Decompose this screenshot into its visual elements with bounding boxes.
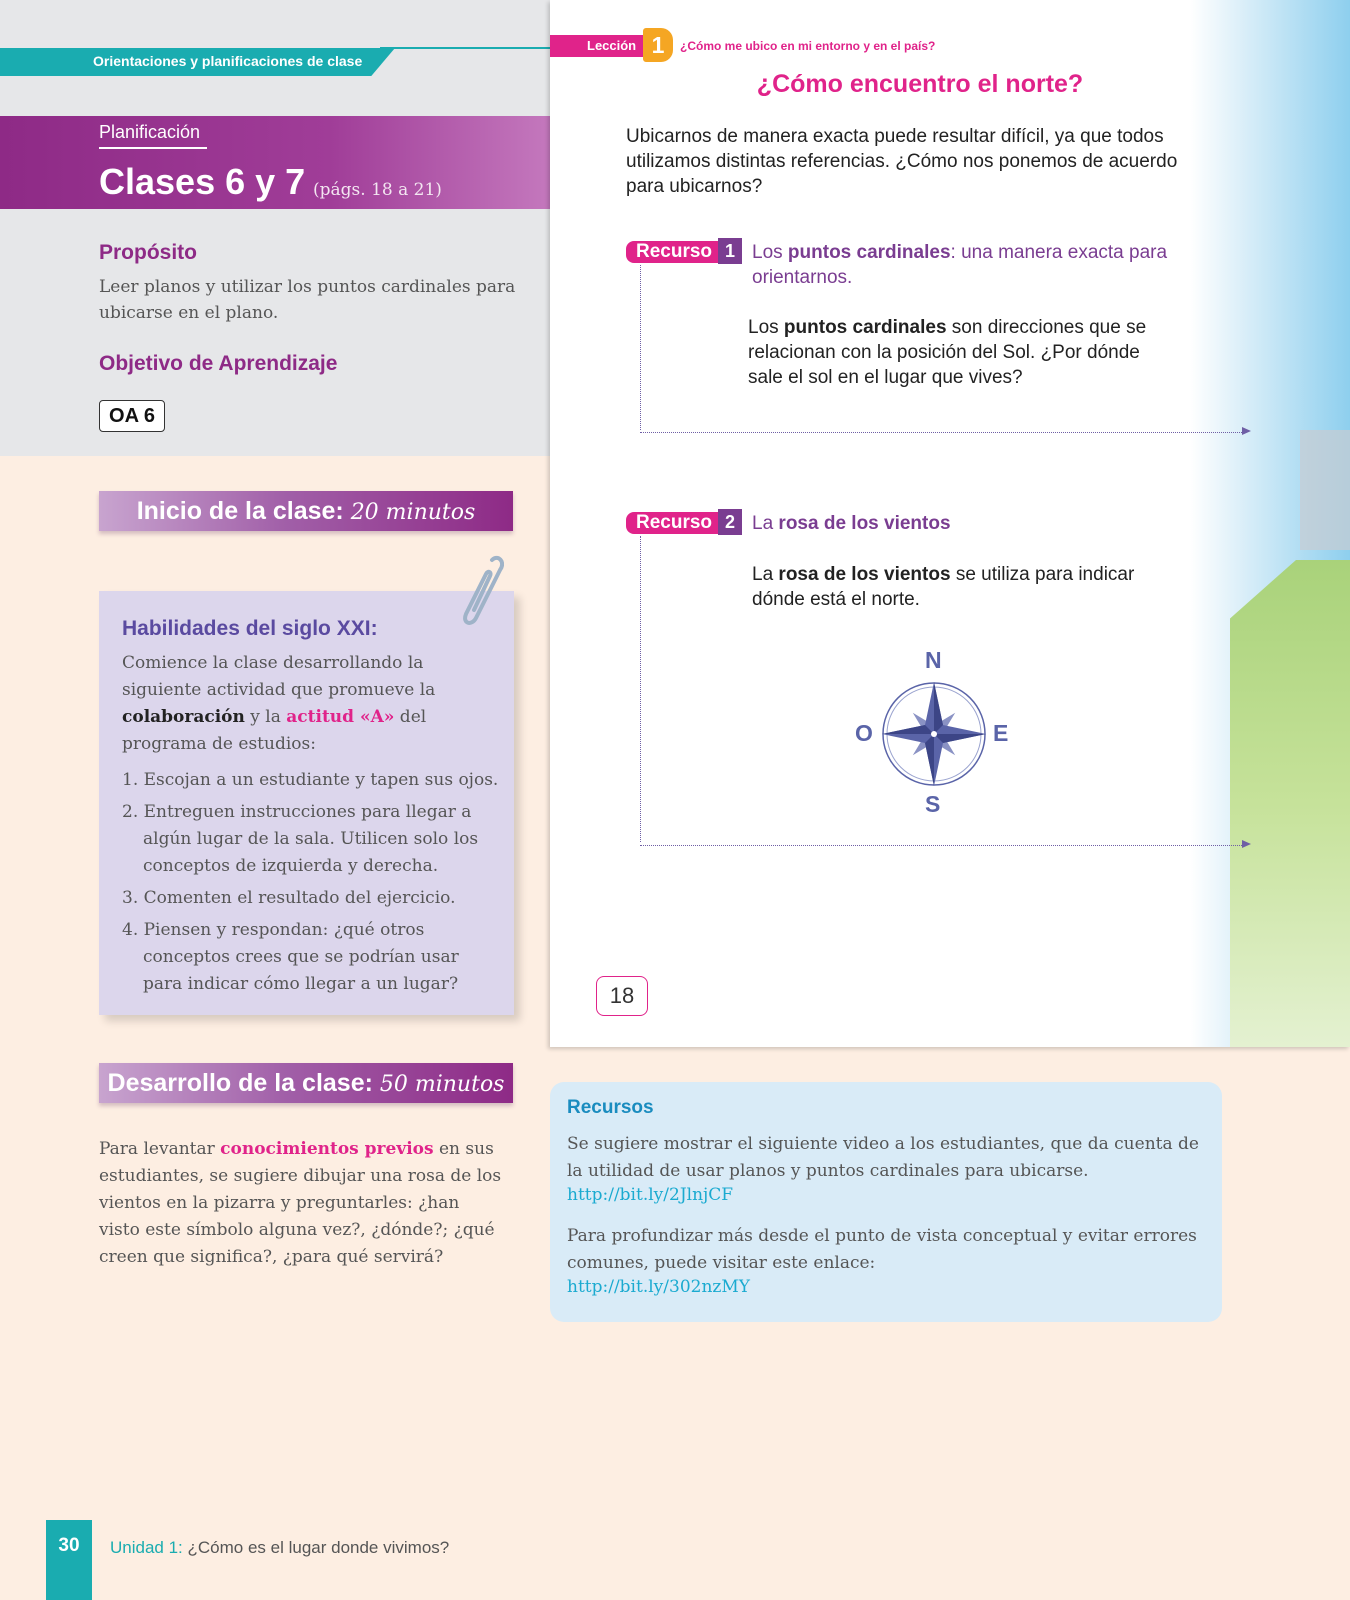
habilidades-heading: Habilidades del siglo XXI: [122,617,378,640]
list-item: 4. Piensen y respondan: ¿qué otros conceptos crees que se podrían usar para indicar cómo llegar a un lugar? [122,920,459,994]
planning-label: Planificación [99,122,201,142]
page-range: (págs. 18 a 21) [313,180,442,200]
leccion-label: Lección [587,38,637,53]
textbook-page-number: 18 [596,976,648,1016]
lesson-intro: Ubicarnos de manera exacta puede resultar difícil, ya que todos utilizamos distintas referencias. ¿Cómo nos ponemos de acuerdo para ubicarnos? [626,126,1178,197]
intro-text: Comience la clase desarrollando la siguiente actividad que promueve la [122,653,436,700]
recursos-text-2: Para profundizar más desde el punto de vista conceptual y evitar errores comunes, puede visitar este enlace: [567,1226,1197,1273]
fence-illustration [1300,430,1350,550]
list-item: 2. Entreguen instrucciones para llegar a algún lugar de la sala. Utilicen solo los conceptos de izquierda y derecha. [122,802,479,876]
list-item: 1. Escojan a un estudiante y tapen sus ojos. [122,770,499,790]
recursos-text-1: Se sugiere mostrar el siguiente video a los estudiantes, que da cuenta de la utilidad de usar planos y puntos cardinales para ubicarse. [567,1134,1199,1181]
footer-page-tab [46,1520,92,1600]
desarrollo-text-part: en sus estudiantes, se sugiere dibujar una rosa de los vientos en la pizarra y preguntarles: ¿han visto este símbolo alguna vez?, ¿dónde?; ¿qué creen que significa?, ¿para qué servirá? [99,1139,502,1267]
compass-east-label: E [993,720,1009,746]
proposito-text: Leer planos y utilizar los puntos cardinales para ubicarse en el plano. [99,277,516,323]
paperclip-icon [462,552,504,628]
desarrollo-text [99,1136,504,1271]
recurso-2-guide-horizontal [640,845,1244,846]
recurso-2-title [752,511,951,536]
body-part: son direcciones que se relacionan con la posición del Sol. ¿Por dónde sale el sol en el lugar que vives? [748,317,1147,388]
conocimientos-term: conocimientos previos [220,1139,434,1159]
body-part: se utiliza para indicar dónde está el norte. [752,564,1135,610]
compass-south-label: S [925,791,941,817]
title-part: La [752,513,779,534]
recurso-1-guide-horizontal [640,432,1244,433]
objetivo-heading: Objetivo de Aprendizaje [99,352,338,375]
arrow-right-icon [1242,427,1251,435]
title-term: rosa de los vientos [778,513,951,534]
planning-label-underline [99,147,207,149]
colaboracion-term: colaboración [122,707,245,727]
intro-text: del programa de estudios: [122,707,427,754]
inicio-bar [99,491,513,531]
desarrollo-time: 50 minutos [379,1072,505,1097]
recurso-1-title [752,240,1172,290]
recurso-1-guide-vertical [640,265,641,430]
activity-list [122,767,500,1003]
intro-text: y la [244,707,287,727]
inicio-label: Inicio de la clase: [136,497,344,525]
leccion-number: 1 [643,28,673,62]
recursos-heading: Recursos [567,1097,654,1118]
lesson-title: ¿Cómo encuentro el norte? [756,70,1084,98]
list-item: 3. Comenten el resultado del ejercicio. [122,888,456,908]
desarrollo-label: Desarrollo de la clase: [107,1069,373,1097]
body-part: Los [748,317,784,338]
body-term: puntos cardinales [783,317,947,338]
grass-illustration [1230,560,1350,1047]
unit-label: Unidad 1: [110,1538,183,1557]
recurso-1-body [748,315,1178,390]
compass-rose-icon [878,678,990,790]
title-term: puntos cardinales [787,242,951,263]
body-part: La [752,564,779,585]
recurso-2-tag: Recurso [626,512,720,534]
title-part: : una manera exacta para orientarnos. [752,242,1168,288]
desarrollo-bar [99,1063,513,1103]
reference-link[interactable]: http://bit.ly/302nzMY [567,1277,750,1297]
recurso-1-number: 1 [718,238,742,264]
compass-north-label: N [925,647,942,673]
recurso-1-tag: Recurso [626,241,720,263]
video-link[interactable]: http://bit.ly/2JlnjCF [567,1185,734,1205]
footer-unit-title [110,1538,449,1558]
actitud-term: actitud «A» [286,707,395,727]
oa-badge: OA 6 [99,400,165,432]
proposito-heading: Propósito [99,241,197,264]
habilidades-intro [122,650,492,758]
page-title: Clases 6 y 7 [99,161,306,202]
arrow-right-icon [1242,840,1251,848]
header-rule [380,47,550,49]
section-banner-label: Orientaciones y planificaciones de clase [93,53,363,69]
unit-title: ¿Cómo es el lugar donde vivimos? [182,1538,450,1557]
leccion-question: ¿Cómo me ubico en mi entorno y en el país? [680,39,936,53]
recurso-2-body [752,562,1172,612]
body-term: rosa de los vientos [778,564,951,585]
desarrollo-text-part: Para levantar [99,1139,221,1159]
recurso-2-guide-vertical [640,536,641,842]
inicio-time: 20 minutos [350,500,476,525]
compass-west-label: O [855,720,873,746]
footer-page-number: 30 [58,1535,80,1556]
recurso-2-number: 2 [718,509,742,535]
title-part: Los [752,242,788,263]
